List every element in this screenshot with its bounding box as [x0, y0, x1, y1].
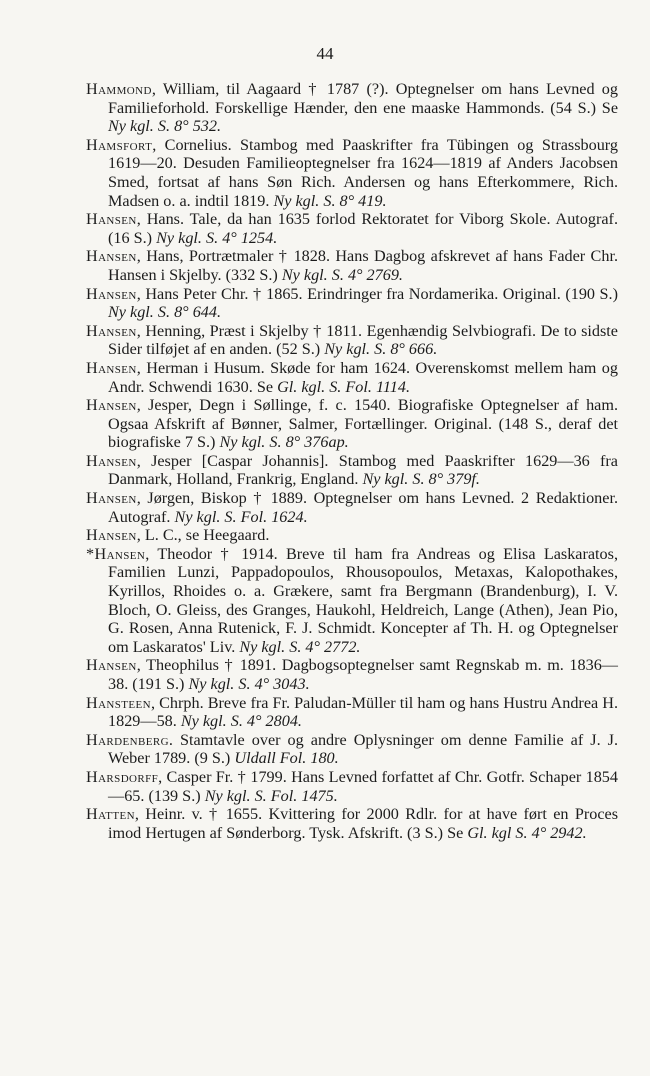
- entry-reference: Ny kgl. S. 8° 379f.: [362, 470, 480, 489]
- entry-reference: Gl. kgl. S. Fol. 1114.: [277, 377, 410, 396]
- entry-text: , Cornelius. Stambog med Paaskrifter fra Tübingen og Strassbourg 1619—20. Desuden Familieoptegnelser fra 1624—1819 af Anders Jacobsen Smed, fortsat af hans Søn Rich. Andersen og hans Efterkommere, Rich. Madsen o. a. indtil 1819.: [108, 135, 618, 210]
- catalog-entry: [86, 452, 618, 489]
- entry-reference: Ny kgl. S. 8° 419.: [273, 191, 387, 210]
- entry-name: Hansen: [86, 247, 137, 266]
- entry-text: , Hans, Portrætmaler † 1828. Hans Dagbog afskrevet af hans Fader Chr. Hansen i Skjelby. (332 S.): [108, 247, 618, 284]
- entry-text: , Jesper [Caspar Johannis]. Stambog med Paaskrifter 1629—36 fra Danmark, Holland, Frankrig, England.: [108, 451, 618, 489]
- entry-name: Hansen: [86, 451, 137, 470]
- page-number: 44: [316, 44, 334, 63]
- entry-reference: Ny kgl. S. 4° 2804.: [180, 712, 302, 731]
- catalog-entry: [86, 80, 618, 136]
- entry-reference: Ny kgl. S. 4° 1254.: [156, 228, 278, 247]
- entry-name: Hamsfort: [86, 135, 153, 154]
- entry-text: , Casper Fr. † 1799. Hans Levned forfattet af Chr. Gotfr. Schaper 1854—65. (139 S.): [108, 767, 618, 805]
- entry-text: , Jørgen, Biskop † 1889. Optegnelser om hans Levned. 2 Redaktioner. Autograf.: [108, 489, 618, 526]
- entry-text: , Hans. Tale, da han 1635 forlod Rektoratet for Viborg Skole. Autograf. (16 S.): [108, 210, 618, 247]
- catalog-entry: [86, 489, 618, 526]
- catalog-entry: [86, 545, 618, 657]
- catalog-entry: [86, 805, 618, 842]
- entry-text: , Jesper, Degn i Søllinge, f. c. 1540. Biografiske Optegnelser af ham. Ogsaa Afskrift af Bønner, Salmer, Fortællinger. Original. (148 S., deraf det biografiske 7 S.): [108, 396, 618, 452]
- entry-reference: Ny kgl. S. 8° 532.: [108, 117, 222, 136]
- entry-reference: Gl. kgl S. 4° 2942.: [467, 823, 587, 842]
- catalog-entry: [86, 656, 618, 693]
- catalog-entry: [86, 136, 618, 210]
- entry-list: [86, 80, 618, 842]
- entry-text: , William, til Aagaard † 1787 (?). Optegnelser om hans Levned og Familieforhold. Forskellige Hænder, den ene maaske Hammonds. (54 S.) Se: [108, 80, 618, 117]
- entry-name: Hardenberg: [86, 730, 169, 749]
- entry-text: , Henning, Præst i Skjelby † 1811. Egenhændig Selvbiografi. De to sidste Sider tilføjet af en anden. (52 S.): [108, 321, 618, 359]
- entry-reference: Ny kgl. S. 4° 2772.: [239, 637, 361, 656]
- entry-text: . Stamtavle over og andre Oplysninger om denne Familie af J. J. Weber 1789. (9 S.): [108, 730, 618, 768]
- entry-name: Hansen: [86, 489, 137, 508]
- catalog-entry: [86, 731, 618, 768]
- entry-name: Hansen: [86, 210, 137, 229]
- entry-reference: Ny kgl. S. 8° 666.: [324, 340, 438, 359]
- entry-text: , Hans Peter Chr. † 1865. Erindringer fra Nordamerika. Original. (190 S.): [136, 284, 618, 303]
- catalog-entry: [86, 359, 618, 396]
- entry-name: *Hansen: [86, 544, 146, 563]
- entry-reference: Ny kgl. S. 4° 2769.: [281, 265, 403, 284]
- entry-text: , Heinr. v. † 1655. Kvittering for 2000 Rdlr. for at have ført en Proces imod Hertugen af Sønderborg. Tysk. Afskrift. (3 S.) Se: [108, 805, 618, 842]
- entry-reference: Uldall Fol. 180.: [234, 749, 339, 768]
- entry-name: Harsdorff: [86, 767, 159, 786]
- catalog-entry: [86, 247, 618, 284]
- catalog-entry: [86, 396, 618, 452]
- entry-name: Hansen: [86, 321, 137, 340]
- entry-text: , Theophilus † 1891. Dagbogsoptegnelser samt Regnskab m. m. 1836—38. (191 S.): [108, 656, 618, 693]
- entry-name: Hansen: [86, 656, 137, 675]
- entry-reference: Ny kgl. S. Fol. 1624.: [174, 507, 308, 526]
- entry-name: Hansen: [86, 358, 137, 377]
- catalog-entry: [86, 322, 618, 359]
- entry-reference: Ny kgl. S. Fol. 1475.: [204, 786, 338, 805]
- entry-text: , Herman i Husum. Skøde for ham 1624. Overenskomst mellem ham og Andr. Schwendi 1630. Se: [108, 358, 618, 396]
- entry-text: , Chrph. Breve fra Fr. Paludan-Müller til ham og hans Hustru Andrea H. 1829—58.: [108, 693, 618, 731]
- entry-name: Hammond: [86, 80, 152, 98]
- entry-reference: Ny kgl. S. 4° 3043.: [188, 675, 310, 693]
- entry-name: Hansen: [86, 284, 137, 303]
- entry-name: Hansen: [86, 396, 137, 415]
- catalog-entry: [86, 285, 618, 322]
- entry-reference: Ny kgl. S. 8° 376ap.: [219, 433, 349, 452]
- entry-reference: Ny kgl. S. 8° 644.: [108, 303, 222, 322]
- entry-name: Hansteen: [86, 693, 151, 712]
- entry-name: Hansen: [86, 526, 137, 545]
- entry-text: , L. C., se Heegaard.: [136, 526, 270, 545]
- catalog-entry: [86, 526, 618, 545]
- catalog-entry: [86, 210, 618, 247]
- entry-text: , Theodor † 1914. Breve til ham fra Andreas og Elisa Laskaratos, Familien Lunzi, Pappadopoulos, Rhousopoulos, Metaxas, Kalopothakes, Kyrillos, Rhoides o. a. Grækere, samt fra Bergmann (Brandenburg), I. V. Bloch, O. Gleiss, des Granges, Haukohl, Heldreich, Lange (Athen), Jean Pio, G. Rosen, Anna Rutenick, F. J. Schmidt. Koncepter af Th. H. og Optegnelser om Laskaratos' Liv.: [108, 544, 618, 656]
- catalog-entry: [86, 694, 618, 731]
- catalog-entry: [86, 768, 618, 805]
- entry-name: Hatten: [86, 805, 135, 824]
